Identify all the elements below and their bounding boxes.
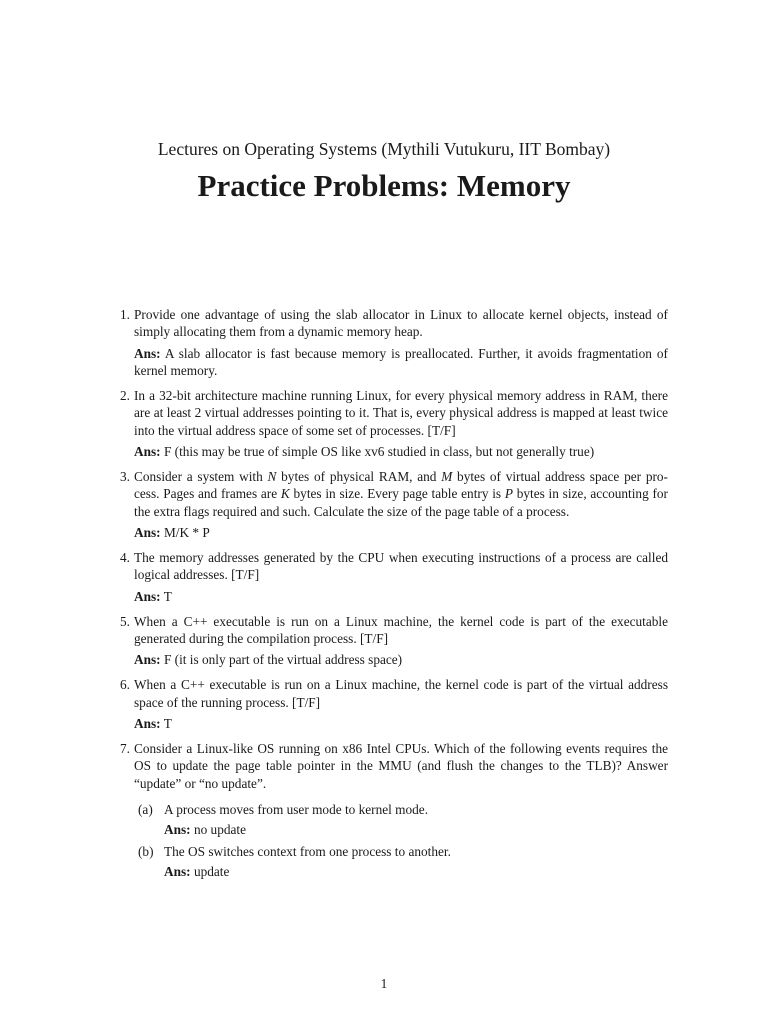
problem-item [112,740,668,880]
answer-text: T [163,588,172,604]
question-text: bytes in size. Every page table entry is [289,486,505,502]
subquestion-item [134,801,668,839]
problem-question: Consider a Linux-like OS running on x86 Intel CPUs. Which of the following events requires the OS to update the page table pointer in the MMU (and flush the changes to the TLB)? Answer “update” or “no update”. [134,741,668,791]
problem-item [112,306,668,379]
subquestion-answer [164,863,668,880]
problem-item [112,676,668,732]
problem-question: When a C++ executable is run on a Linux machine, the kernel code is part of the executable generated during the compilation process. [T/F] [134,613,668,646]
answer-text: T [163,715,172,731]
answer-label: Ans: [134,443,161,459]
problem-number: 3. [120,468,130,484]
problem-number: 7. [120,741,130,757]
problem-item [112,468,668,541]
question-text: bytes of physical RAM, and [276,468,442,484]
math-variable: P [504,486,513,502]
problem-number: 1. [120,307,130,322]
problem-number: 4. [120,549,130,565]
problem-number: 2. [120,387,130,403]
subquestion-list [134,801,668,880]
math-variable: K [280,486,290,502]
answer-label: Ans: [164,863,191,879]
math-variable: M [441,468,453,484]
answer-label: Ans: [134,588,161,604]
problem-list [112,306,668,888]
problem-number: 5. [120,613,130,629]
problem-answer [134,345,668,380]
problem-question: In a 32-bit architecture machine running Linux, for every physical memory address in RAM, there are at least 2 virtual addresses pointing to it. That is, every physical address is mapped at least twice into the virtual address space of some set of processes. [T/F] [134,387,668,438]
subquestion-text: A process moves from user mode to kernel mode. [164,801,429,817]
problem-question [134,468,668,520]
answer-text: update [193,863,230,879]
page-number: 1 [380,976,388,991]
subquestion-label: (b) [138,843,154,859]
math-variable: N [267,468,277,484]
problem-answer [134,651,668,668]
question-text: bytes in size, accounting for the extra flags required and such. Calculate the size of the page table of a process. [134,486,668,519]
problem-item [112,613,668,669]
question-text: bytes of virtual address space per pro-cess. Pages and frames are [134,468,668,502]
answer-text: no update [193,822,247,838]
problem-question: The memory addresses generated by the CPU when executing instructions of a process are called logical addresses. [T/F] [134,549,668,583]
problem-item [112,549,668,605]
problem-answer [134,443,668,460]
subquestion-item [134,843,668,881]
answer-label: Ans: [164,822,191,838]
page-title: Practice Problems: Memory [197,168,571,203]
problem-question: When a C++ executable is run on a Linux machine, the kernel code is part of the virtual address space of the running process. [T/F] [134,677,668,710]
problem-number: 6. [120,677,130,693]
problem-item [112,387,668,460]
answer-label: Ans: [134,345,161,361]
answer-text: A slab allocator is fast because memory is preallocated. Further, it avoids fragmentation of kernel memory. [134,345,668,378]
course-header: Lectures on Operating Systems (Mythili Vutukuru, IIT Bombay) [157,139,611,159]
problem-answer [134,715,668,732]
answer-label: Ans: [134,652,161,668]
subquestion-label: (a) [138,801,153,817]
answer-text: F (it is only part of the virtual address space) [163,652,403,668]
subquestion-text: The OS switches context from one process to another. [164,843,451,859]
problem-answer [134,524,668,541]
answer-label: Ans: [134,715,161,731]
answer-text: M/K * P [163,524,210,540]
question-text: Consider a system with [134,468,268,484]
answer-text: F (this may be true of simple OS like xv6 studied in class, but not generally true) [163,443,595,459]
subquestion-answer [164,821,668,838]
problem-answer [134,588,668,605]
problem-question: Provide one advantage of using the slab allocator in Linux to allocate kernel objects, instead of simply allocating them from a dynamic memory heap. [134,307,668,340]
answer-label: Ans: [134,524,161,540]
